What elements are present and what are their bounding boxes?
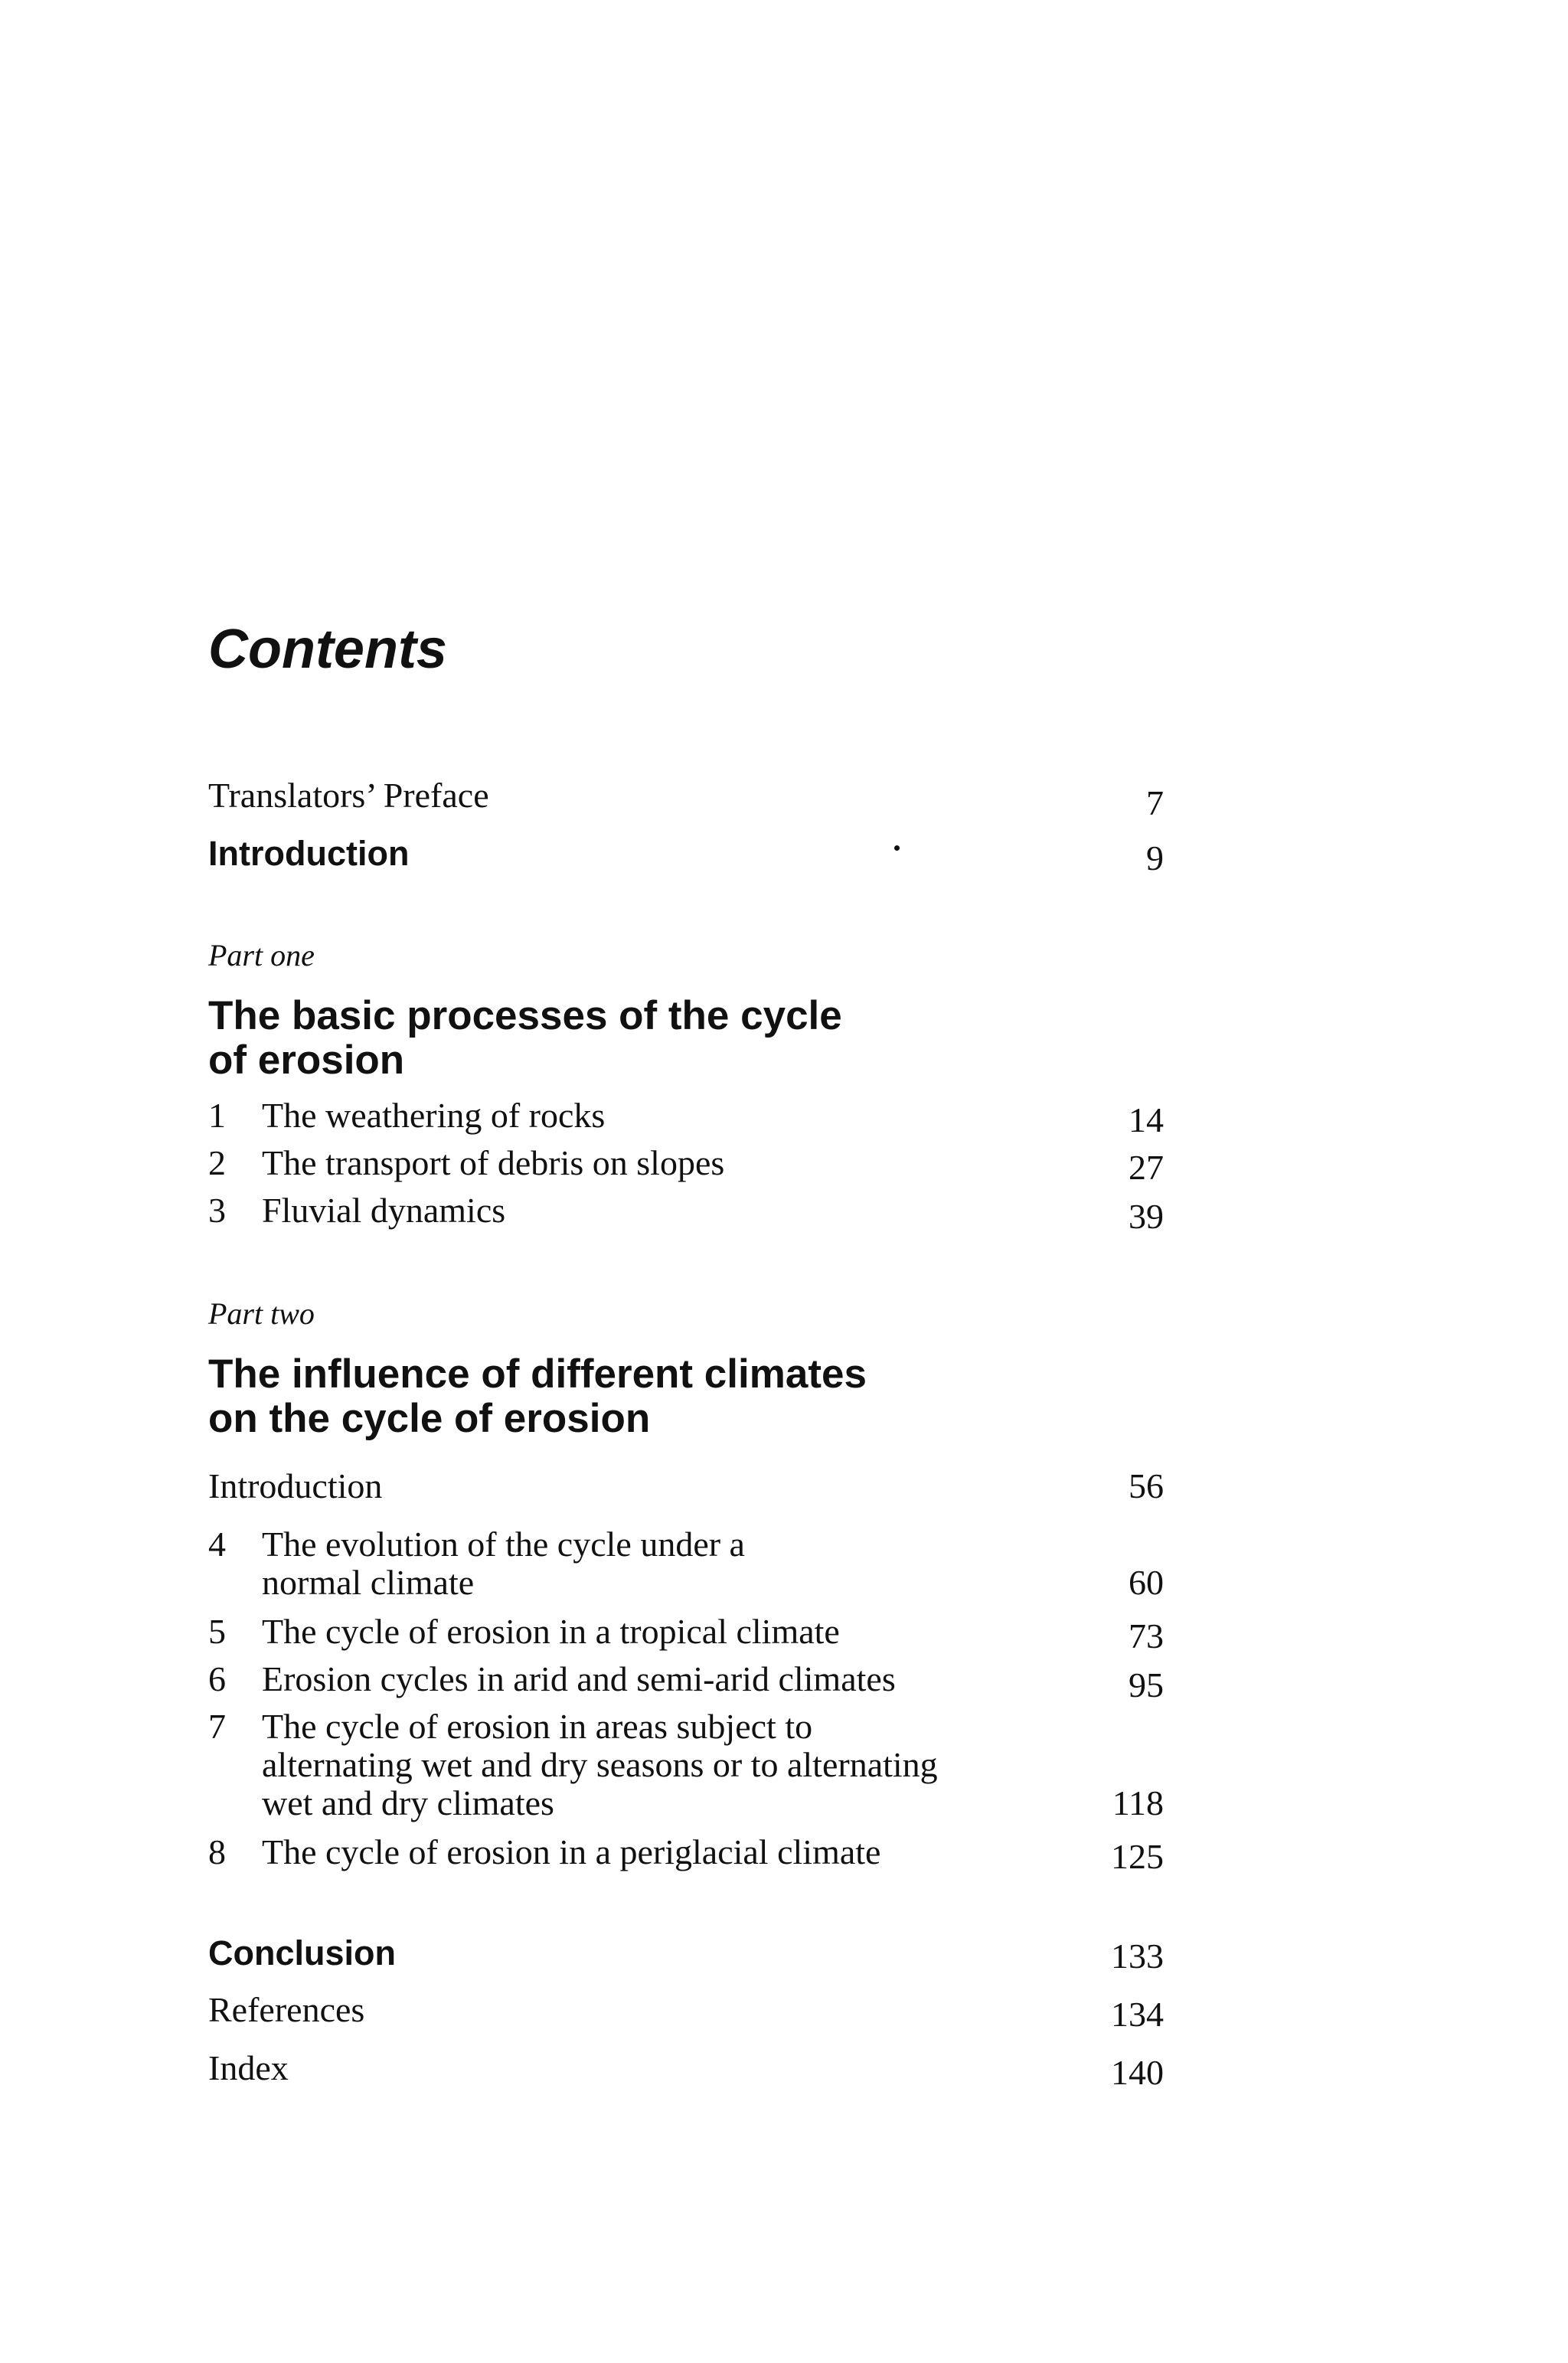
chapter-page: 39 bbox=[1129, 1197, 1164, 1236]
part-title-line: The influence of different climates bbox=[208, 1351, 867, 1397]
chapter-page: 27 bbox=[1129, 1148, 1164, 1187]
toc-entry-label: Introduction bbox=[208, 1466, 383, 1505]
toc-entry-translators-preface[interactable] bbox=[208, 776, 1164, 822]
part-title-line: The basic processes of the cycle bbox=[208, 993, 842, 1038]
part-one-title bbox=[208, 994, 974, 1083]
toc-entry-label: Index bbox=[208, 2048, 289, 2087]
chapter-number: 4 bbox=[208, 1525, 226, 1564]
part-one-label: Part one bbox=[208, 938, 315, 972]
toc-entry-conclusion[interactable] bbox=[208, 1934, 1164, 1976]
toc-entry-page: 9 bbox=[1146, 838, 1164, 878]
chapter-title bbox=[262, 1525, 1080, 1602]
part-two-label: Part two bbox=[208, 1296, 315, 1331]
chapter-number: 8 bbox=[208, 1832, 226, 1871]
chapter-number: 1 bbox=[208, 1096, 226, 1135]
chapter-number: 5 bbox=[208, 1612, 226, 1651]
toc-entry-label: References bbox=[208, 1990, 365, 2029]
chapter-page: 14 bbox=[1129, 1100, 1164, 1139]
chapter-number: 3 bbox=[208, 1191, 226, 1230]
chapter-page: 95 bbox=[1129, 1665, 1164, 1704]
chapter-page: 125 bbox=[1111, 1837, 1164, 1876]
chapter-title-line: The cycle of erosion in areas subject to bbox=[262, 1707, 813, 1746]
toc-entry-label: Conclusion bbox=[208, 1933, 396, 1972]
toc-chapter-6[interactable] bbox=[208, 1660, 1164, 1704]
chapter-number: 2 bbox=[208, 1143, 226, 1182]
toc-chapter-4[interactable] bbox=[208, 1525, 1164, 1602]
chapter-title: The weathering of rocks bbox=[262, 1096, 606, 1135]
chapter-title bbox=[262, 1708, 1080, 1822]
toc-entry-index[interactable] bbox=[208, 2049, 1164, 2092]
toc-entry-page: 140 bbox=[1111, 2053, 1164, 2092]
toc-entry-references[interactable] bbox=[208, 1991, 1164, 2034]
toc-chapter-1[interactable] bbox=[208, 1097, 1164, 1139]
toc-entry-page: 7 bbox=[1146, 783, 1164, 822]
toc-chapter-8[interactable] bbox=[208, 1833, 1164, 1876]
chapter-page: 118 bbox=[1112, 1783, 1164, 1822]
chapter-number: 7 bbox=[208, 1707, 226, 1746]
chapter-number: 6 bbox=[208, 1659, 226, 1698]
toc-entry-page: 133 bbox=[1111, 1936, 1164, 1976]
toc-entry-introduction[interactable] bbox=[208, 835, 1164, 878]
chapter-title: The cycle of erosion in a periglacial climate bbox=[262, 1832, 881, 1871]
toc-part-two-introduction[interactable] bbox=[208, 1467, 1164, 1505]
toc-entry-label: Translators’ Preface bbox=[208, 776, 489, 815]
part-title-line: on the cycle of erosion bbox=[208, 1396, 651, 1441]
chapter-title-line: normal climate bbox=[262, 1563, 475, 1602]
chapter-title: The transport of debris on slopes bbox=[262, 1143, 725, 1182]
chapter-title: Erosion cycles in arid and semi-arid climates bbox=[262, 1659, 896, 1698]
toc-entry-label: Introduction bbox=[208, 834, 410, 873]
chapter-page: 60 bbox=[1129, 1563, 1164, 1602]
chapter-title: Fluvial dynamics bbox=[262, 1191, 506, 1230]
toc-entry-page: 56 bbox=[1129, 1466, 1164, 1505]
toc-chapter-5[interactable] bbox=[208, 1613, 1164, 1655]
chapter-title-line: wet and dry climates bbox=[262, 1783, 554, 1822]
chapter-title-line: The evolution of the cycle under a bbox=[262, 1525, 745, 1564]
chapter-page: 73 bbox=[1129, 1616, 1164, 1655]
toc-chapter-7[interactable] bbox=[208, 1708, 1164, 1822]
chapter-title-line: alternating wet and dry seasons or to alternating bbox=[262, 1745, 938, 1784]
part-two-title bbox=[208, 1352, 974, 1441]
toc-entry-page: 134 bbox=[1111, 1995, 1164, 2034]
toc-chapter-2[interactable] bbox=[208, 1144, 1164, 1187]
chapter-title: The cycle of erosion in a tropical climate bbox=[262, 1612, 840, 1651]
toc-chapter-3[interactable] bbox=[208, 1191, 1164, 1236]
part-title-line: of erosion bbox=[208, 1038, 405, 1083]
contents-title: Contents bbox=[208, 619, 447, 680]
